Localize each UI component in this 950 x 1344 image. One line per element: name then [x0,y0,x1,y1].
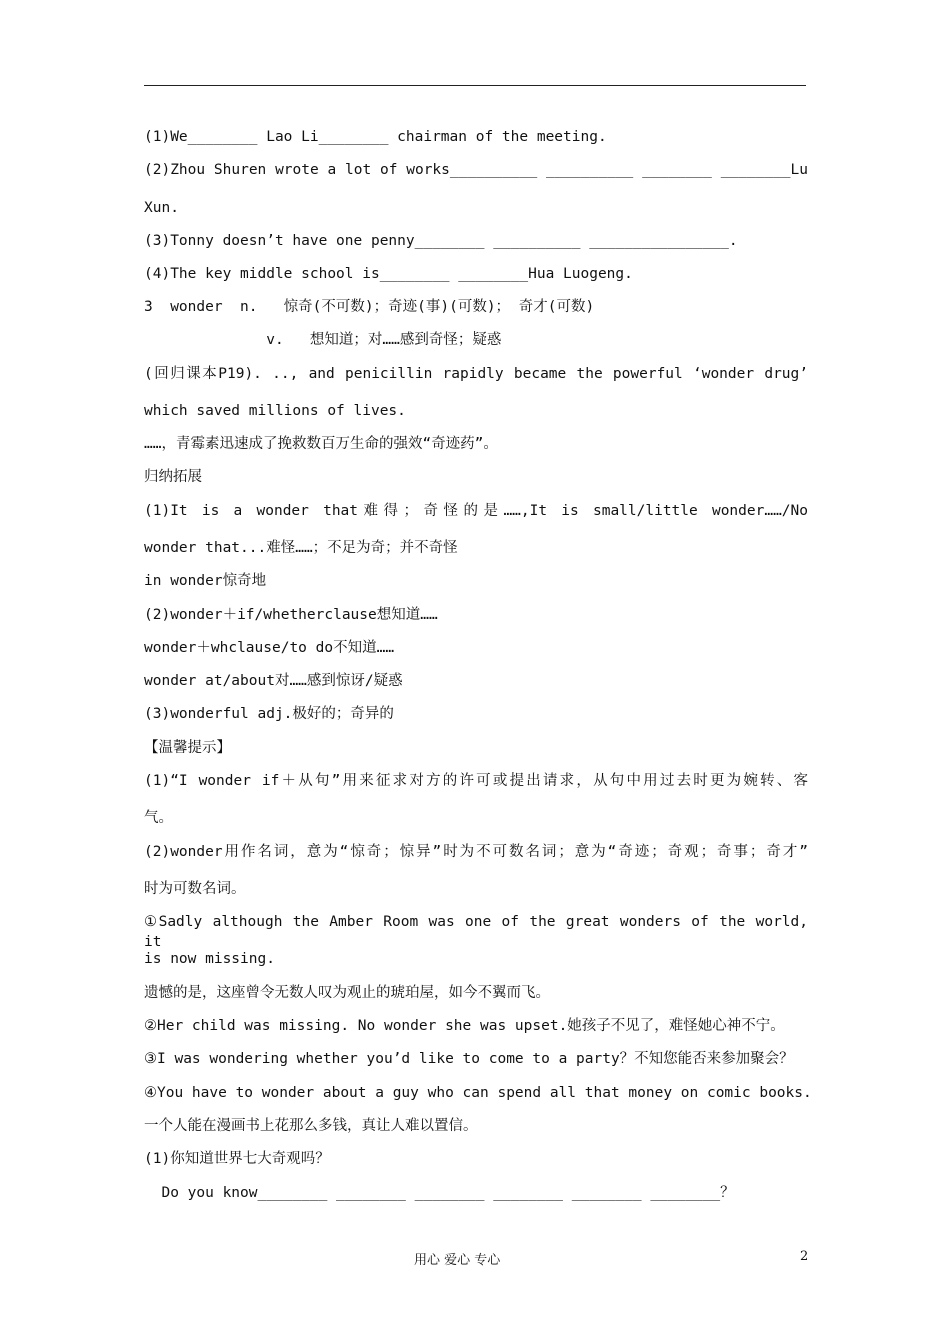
text-line: in wonder惊奇地 [144,573,267,589]
text-line: (3)Tonny doesn’t have one penny________ __________ ________________. [144,233,738,249]
text-line: Do you know________ ________ ________ ________ ________ ________？ [144,1185,735,1201]
text-line: 时为可数名词。 [144,881,246,897]
text-line: ①Sadly although the Amber Room was one of the great wonders of the world, it [144,914,808,950]
text-line: 3 wonder n. 惊奇(不可数)；奇迹(事)(可数)； 奇才(可数) [144,299,595,315]
page-number: 2 [800,1249,809,1264]
text-line: (1)你知道世界七大奇观吗？ [144,1151,330,1167]
text-line: 一个人能在漫画书上花那么多钱，真让人难以置信。 [144,1118,478,1134]
text-line: ④You have to wonder about a guy who can spend all that money on comic books. [144,1085,812,1101]
text-line: (3)wonderful adj.极好的；奇异的 [144,706,394,722]
footer-motto: 用心 爱心 专心 [414,1253,501,1268]
text-line: (1)It is a wonder that难得；奇怪的是……,It is small/little wonder……/No [144,503,808,519]
text-line: is now missing. [144,951,275,967]
header-rule [144,85,806,86]
text-line: 气。 [144,810,173,826]
text-line: ②Her child was missing. No wonder she was upset.她孩子不见了，难怪她心神不宁。 [144,1018,785,1034]
text-line: 遗憾的是，这座曾令无数人叹为观止的琥珀屋，如今不翼而飞。 [144,985,550,1001]
text-line: 【温馨提示】 [144,740,231,756]
text-line: (1)“I wonder if＋从句”用来征求对方的许可或提出请求，从句中用过去时更为婉转、客 [144,773,808,789]
text-line: (2)Zhou Shuren wrote a lot of works__________ __________ ________ ________Lu [144,162,808,178]
text-line: wonder＋whclause/to do不知道…… [144,640,395,656]
text-line: (4)The key middle school is________ ________Hua Luogeng. [144,266,633,282]
text-line: 归纳拓展 [144,469,202,485]
text-line: (回归课本P19). .., and penicillin rapidly became the powerful ‘wonder drug’ [144,366,808,382]
text-line: v. 想知道；对……感到奇怪；疑惑 [144,332,502,348]
text-line: (2)wonder用作名词，意为“惊奇；惊异”时为不可数名词；意为“奇迹；奇观；奇事；奇才” [144,844,808,860]
text-line: which saved millions of lives. [144,403,406,419]
text-line: wonder at/about对……感到惊讶/疑惑 [144,673,403,689]
text-line: (2)wonder＋if/whetherclause想知道…… [144,607,438,623]
text-line: wonder that...难怪……；不足为奇；并不奇怪 [144,540,458,556]
text-line: ③I was wondering whether you’d like to come to a party？不知您能否来参加聚会？ [144,1051,794,1067]
text-line: Xun. [144,200,179,216]
text-line: ……，青霉素迅速成了挽救数百万生命的强效“奇迹药”。 [144,436,498,452]
text-line: (1)We________ Lao Li________ chairman of the meeting. [144,129,607,145]
